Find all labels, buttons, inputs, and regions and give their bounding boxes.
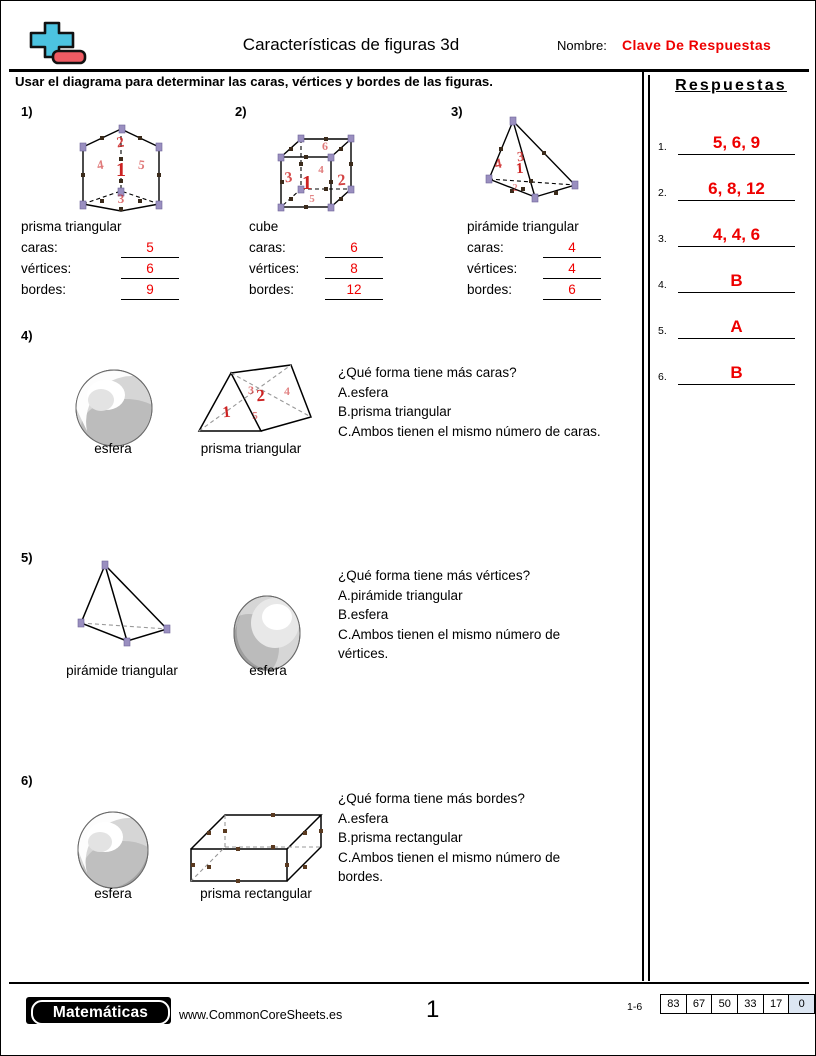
choice-b-4[interactable]: B.prisma triangular (338, 404, 452, 419)
svg-text:1: 1 (116, 159, 126, 181)
svg-text:4: 4 (95, 156, 105, 173)
choice-a-4[interactable]: A.esfera (338, 384, 389, 400)
question-block-5 (338, 566, 638, 664)
score-cell: 17 (763, 995, 789, 1014)
footer-divider (9, 982, 809, 984)
specs-list-2 (249, 239, 449, 302)
figure-caption-4b: prisma triangular (200, 441, 302, 456)
spec-value: 4 (568, 261, 576, 276)
problem-number-6: 6) (21, 773, 33, 788)
answer-row (656, 155, 806, 201)
problem-number-3: 3) (451, 104, 463, 119)
answer-row (656, 339, 806, 385)
specs-list-3 (467, 239, 667, 302)
figure-triangular-pyramid-3 (479, 113, 589, 213)
answer-row (656, 109, 806, 155)
question-text-4: ¿Qué forma tiene más caras? (338, 365, 517, 380)
question-block-6 (338, 789, 638, 887)
figure-caption-1: prisma triangular (21, 219, 122, 234)
answer-value: 6, 8, 12 (708, 179, 765, 198)
answer-row (656, 247, 806, 293)
spec-value: 12 (346, 282, 362, 297)
page-header (1, 1, 816, 73)
answer-number: 1. (658, 141, 667, 153)
choice-a-5[interactable]: A.pirámide triangular (338, 587, 463, 603)
brand-name: Matemáticas (31, 1000, 170, 1025)
svg-text:1: 1 (302, 172, 312, 194)
spec-row (467, 239, 667, 260)
figure-caption-5b: esfera (249, 663, 287, 678)
problem-number-2: 2) (235, 104, 247, 119)
score-cell: 67 (686, 995, 712, 1014)
svg-text:2: 2 (512, 182, 518, 194)
spec-label: bordes: (21, 282, 67, 297)
site-url: www.CommonCoreSheets.es (179, 1008, 343, 1022)
spec-value: 6 (568, 282, 576, 297)
spec-value: 5 (146, 240, 154, 255)
score-cell: 83 (661, 995, 687, 1014)
spec-row (249, 281, 449, 302)
spec-label: vértices: (467, 261, 518, 276)
answer-value: A (730, 317, 743, 336)
choice-c-6-wrap: bordes. (338, 869, 384, 884)
choice-a-6[interactable]: A.esfera (338, 810, 389, 826)
svg-text:1: 1 (515, 160, 525, 178)
problem-number-1: 1) (21, 104, 33, 119)
spec-label: bordes: (467, 282, 513, 297)
spec-row (467, 281, 667, 302)
spec-value: 6 (146, 261, 154, 276)
choice-b-5[interactable]: B.esfera (338, 607, 389, 622)
answer-row (656, 293, 806, 339)
spec-row (467, 260, 667, 281)
figure-caption-3: pirámide triangular (467, 219, 579, 234)
figure-sphere-4 (73, 367, 155, 449)
specs-list-1 (21, 239, 221, 302)
score-range-label: 1-6 (627, 1001, 643, 1013)
choice-c-4[interactable]: C.Ambos tienen el mismo número de caras. (338, 423, 601, 439)
spec-row (249, 260, 449, 281)
svg-text:2: 2 (115, 134, 126, 152)
spec-label: caras: (21, 240, 58, 255)
figure-rectangular-prism-6 (181, 801, 327, 893)
answer-column-divider-inner (648, 75, 650, 981)
figure-triangular-pyramid-5 (71, 557, 181, 657)
figure-sphere-6 (73, 809, 153, 891)
score-table-row (661, 995, 815, 1014)
answers-panel-title: Respuestas (675, 77, 787, 94)
problem-number-4: 4) (21, 328, 33, 343)
answer-number: 6. (658, 371, 667, 383)
svg-text:5: 5 (252, 410, 258, 422)
choice-c-5-wrap: vértices. (338, 646, 389, 661)
spec-label: vértices: (249, 261, 300, 276)
choice-c-6[interactable]: C.Ambos tienen el mismo número de (338, 849, 561, 865)
spec-value: 4 (568, 240, 576, 255)
brand-badge (26, 997, 171, 1024)
figure-caption-4a: esfera (94, 441, 132, 456)
figure-sphere-5 (229, 593, 305, 673)
svg-text:3: 3 (516, 149, 525, 166)
answer-value: 5, 6, 9 (712, 133, 761, 152)
spec-row (21, 239, 221, 260)
page-title: Características de figuras 3d (242, 35, 460, 54)
plus-minus-logo-icon (15, 21, 89, 69)
svg-text:3: 3 (117, 191, 125, 206)
svg-text:1: 1 (221, 403, 232, 422)
answers-panel (656, 75, 806, 385)
spec-label: bordes: (249, 282, 295, 297)
spec-value: 6 (350, 240, 358, 255)
answer-value: 4, 4, 6 (712, 225, 761, 244)
figure-triangular-prism-1 (69, 119, 173, 219)
spec-row (249, 239, 449, 260)
svg-text:3: 3 (284, 169, 294, 187)
spec-label: vértices: (21, 261, 72, 276)
problem-number-5: 5) (21, 550, 33, 565)
name-value: Clave De Respuestas (622, 37, 772, 53)
answer-number: 2. (658, 187, 667, 199)
page-number: 1 (426, 996, 440, 1023)
question-text-5: ¿Qué forma tiene más vértices? (338, 568, 531, 583)
question-text-6: ¿Qué forma tiene más bordes? (338, 791, 525, 806)
spec-row (21, 260, 221, 281)
answer-number: 4. (658, 279, 667, 291)
svg-text:4: 4 (318, 164, 324, 176)
svg-text:4: 4 (284, 384, 290, 398)
figure-caption-6a: esfera (94, 886, 132, 901)
svg-text:2: 2 (255, 385, 266, 406)
figure-triangular-prism-lying-4 (183, 359, 319, 443)
svg-text:3: 3 (248, 383, 254, 397)
answer-value: B (730, 363, 743, 382)
spec-label: caras: (467, 240, 504, 255)
answer-number: 3. (658, 233, 667, 245)
svg-text:5: 5 (309, 193, 315, 205)
score-table (660, 994, 815, 1014)
answer-value: B (730, 271, 743, 290)
score-cell: 50 (712, 995, 738, 1014)
instructions-text: Usar el diagrama para determinar las caras, vértices y bordes de las figuras. (15, 74, 493, 89)
spec-value: 9 (146, 282, 154, 297)
answer-row (656, 201, 806, 247)
name-label: Nombre: (557, 38, 607, 53)
figure-cube-2 (269, 129, 365, 221)
spec-value: 8 (350, 261, 358, 276)
spec-row (21, 281, 221, 302)
choice-b-6[interactable]: B.prisma rectangular (338, 830, 463, 845)
svg-text:4: 4 (493, 156, 504, 173)
question-block-4 (338, 363, 638, 441)
figure-caption-6b: prisma rectangular (200, 886, 312, 901)
figure-caption-2: cube (249, 219, 279, 234)
answer-number: 5. (658, 325, 667, 337)
spec-label: caras: (249, 240, 286, 255)
svg-text:2: 2 (336, 171, 347, 190)
header-divider (9, 69, 809, 72)
svg-text:6: 6 (322, 139, 328, 153)
score-cell-highlighted: 0 (789, 995, 815, 1014)
svg-text:5: 5 (137, 156, 146, 173)
choice-c-5[interactable]: C.Ambos tienen el mismo número de (338, 626, 561, 642)
answer-column-divider-outer (642, 69, 644, 981)
score-cell: 33 (738, 995, 764, 1014)
figure-caption-5a: pirámide triangular (66, 663, 178, 678)
